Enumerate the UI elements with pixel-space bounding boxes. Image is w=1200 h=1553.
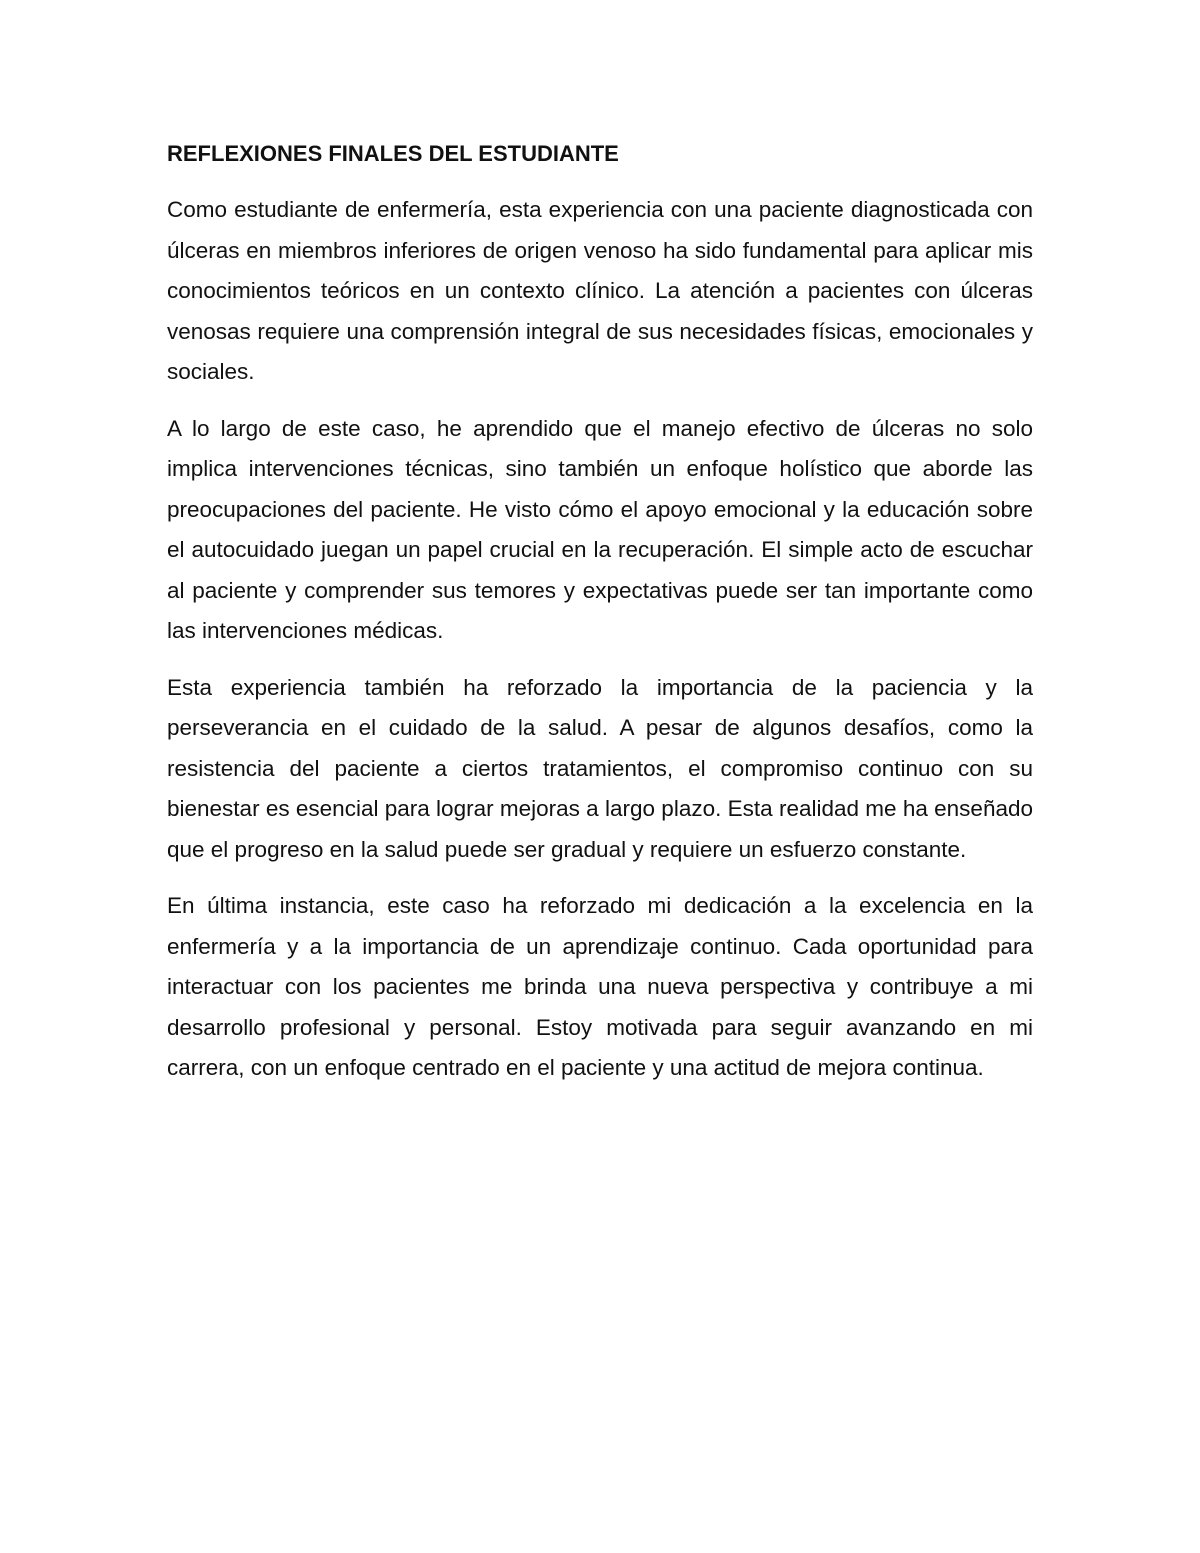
paragraph-1: Como estudiante de enfermería, esta experiencia con una paciente diagnosticada con úlceras en miembros inferiores de origen venoso ha sido fundamental para aplicar mis conocimientos teóricos en un contexto clínico. La atención a pacientes con úlceras venosas requiere una comprensión integral de sus necesidades físicas, emocionales y sociales. bbox=[167, 197, 1033, 384]
paragraph-3: Esta experiencia también ha reforzado la importancia de la paciencia y la perseverancia en el cuidado de la salud. A pesar de algunos desafíos, como la resistencia del paciente a ciertos tratamientos, el compromiso continuo con su bienestar es esencial para lograr mejoras a largo plazo. Esta realidad me ha enseñado que el progreso en la salud puede ser gradual y requiere un esfuerzo constante. bbox=[167, 674, 1033, 862]
page-title: REFLEXIONES FINALES DEL ESTUDIANTE bbox=[167, 141, 619, 166]
paragraph-4: En última instancia, este caso ha reforzado mi dedicación a la excelencia en la enfermería y a la importancia de un aprendizaje continuo. Cada oportunidad para interactuar con los pacientes me brinda una nueva perspectiva y contribuye a mi desarrollo profesional y personal. Estoy motivada para seguir avanzando en mi carrera, con un enfoque centrado en el paciente y una actitud de mejora continua. bbox=[167, 893, 1033, 1080]
document-body bbox=[167, 138, 1033, 1105]
paragraph-2: A lo largo de este caso, he aprendido que el manejo efectivo de úlceras no solo implica intervenciones técnicas, sino también un enfoque holístico que aborde las preocupaciones del paciente. He visto cómo el apoyo emocional y la educación sobre el autocuidado juegan un papel crucial en la recuperación. El simple acto de escuchar al paciente y comprender sus temores y expectativas puede ser tan importante como las intervenciones médicas. bbox=[167, 415, 1033, 643]
